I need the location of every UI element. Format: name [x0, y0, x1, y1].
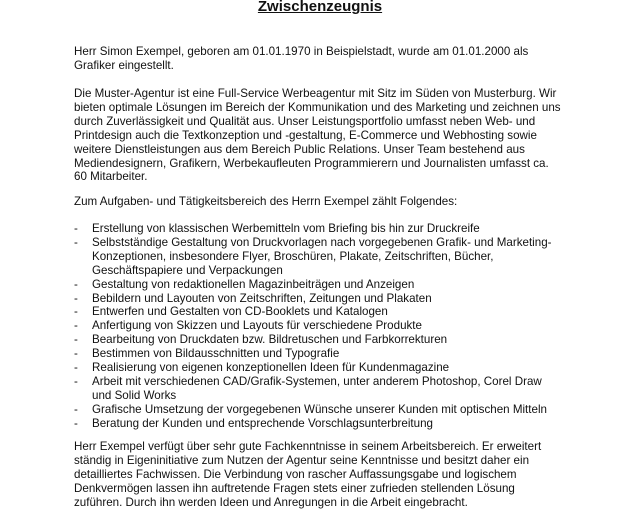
- agency-paragraph: Die Muster-Agentur ist eine Full-Service Werbeagentur mit Sitz im Süden von Musterburg. Wir bieten optimale Lösungen im Bereich der Kommunikation und des Marketing und zeichnen uns durch Zuverlässigkeit und Qualität aus. Unser Leistungsportfolio umfasst neben Web- und Printdesign auch die Textkonzeption und -gestaltung, E-Commerce und Webhosting sowie weitere Dienstleistungen aus dem Bereich Public Relations. Unser Team bestehend aus Mediendesignern, Grafikern, Werbekaufleuten Programmierern und Journalisten umfasst ca. 60 Mitarbeiter.: [74, 87, 561, 184]
- bullet-marker: -: [74, 277, 78, 291]
- task-text: Realisierung von eigenen konzeptionellen Ideen für Kundenmagazine: [92, 361, 450, 375]
- task-text: Beratung der Kunden und entsprechende Vorschlagsunterbreitung: [92, 416, 433, 430]
- task-text: Selbstständige Gestaltung von Druckvorlagen nach vorgegebenen Grafik- und Marketing-Konzeptionen, insbesondere Flyer, Broschüren, Plakate, Zeitschriften, Bücher, Geschäftspapiere und Verpackungen: [92, 235, 552, 277]
- task-list-item: [74, 347, 564, 361]
- task-list-item: [74, 222, 564, 236]
- task-list-item: [74, 319, 564, 333]
- task-text: Grafische Umsetzung der vorgegebenen Wünsche unserer Kunden mit optischen Mitteln: [92, 402, 547, 416]
- tasks-intro-paragraph: Zum Aufgaben- und Tätigkeitsbereich des Herrn Exempel zählt Folgendes:: [74, 195, 458, 208]
- bullet-marker: -: [74, 347, 78, 361]
- task-list-item: [74, 375, 564, 403]
- task-list-item: [74, 305, 564, 319]
- task-list-item: [74, 236, 564, 278]
- bullet-marker: -: [74, 402, 78, 416]
- task-text: Bebildern und Layouten von Zeitschriften, Zeitungen und Plakaten: [92, 291, 432, 305]
- bullet-marker: -: [74, 319, 78, 333]
- bullet-marker: -: [74, 374, 78, 388]
- bullet-marker: -: [74, 291, 78, 305]
- task-text: Erstellung von klassischen Werbemitteln vom Briefing bis hin zur Druckreife: [92, 222, 480, 235]
- bullet-marker: -: [74, 416, 78, 430]
- task-text: Bearbeitung von Druckdaten bzw. Bildretuschen und Farbkorrekturen: [92, 333, 448, 347]
- bullet-marker: -: [74, 333, 78, 347]
- intro-paragraph: Herr Simon Exempel, geboren am 01.01.1970 in Beispielstadt, wurde am 01.01.2000 als Grafiker eingestellt.: [74, 45, 529, 72]
- task-text: Arbeit mit verschiedenen CAD/Grafik-Systemen, unter anderem Photoshop, Corel Draw und Solid Works: [92, 374, 542, 402]
- task-list-item: [74, 361, 564, 375]
- task-list-item: [74, 278, 564, 292]
- task-list: [74, 222, 564, 431]
- bullet-marker: -: [74, 361, 78, 375]
- closing-paragraph: Herr Exempel verfügt über sehr gute Fachkenntnisse in seinem Arbeitsbereich. Er erweitert ständig in Eigeninitiative zum Nutzen der Agentur seine Kenntnisse und besitzt daher ein detailliertes Fachwissen. Die Verbindung von rascher Auffassungsgabe und logischem Denkvermögen lassen ihn auftretende Fragen stets einer zufrieden stellenden Lösung zuführen. Durch ihn werden Ideen und Anregungen in die Arbeit eingebracht.: [74, 440, 542, 509]
- document-title: Zwischenzeugnis: [257, 0, 383, 15]
- bullet-marker: -: [74, 305, 78, 319]
- task-list-item: [74, 333, 564, 347]
- task-text: Gestaltung von redaktionellen Magazinbeiträgen und Anzeigen: [92, 277, 415, 291]
- task-list-item: [74, 292, 564, 306]
- task-text: Entwerfen und Gestalten von CD-Booklets und Katalogen: [92, 305, 388, 319]
- bullet-marker: -: [74, 235, 78, 249]
- task-list-item: [74, 403, 564, 417]
- task-text: Anfertigung von Skizzen und Layouts für verschiedene Produkte: [92, 319, 422, 333]
- task-list-item: [74, 417, 564, 431]
- bullet-marker: -: [74, 222, 78, 235]
- task-text: Bestimmen von Bildausschnitten und Typografie: [92, 347, 340, 361]
